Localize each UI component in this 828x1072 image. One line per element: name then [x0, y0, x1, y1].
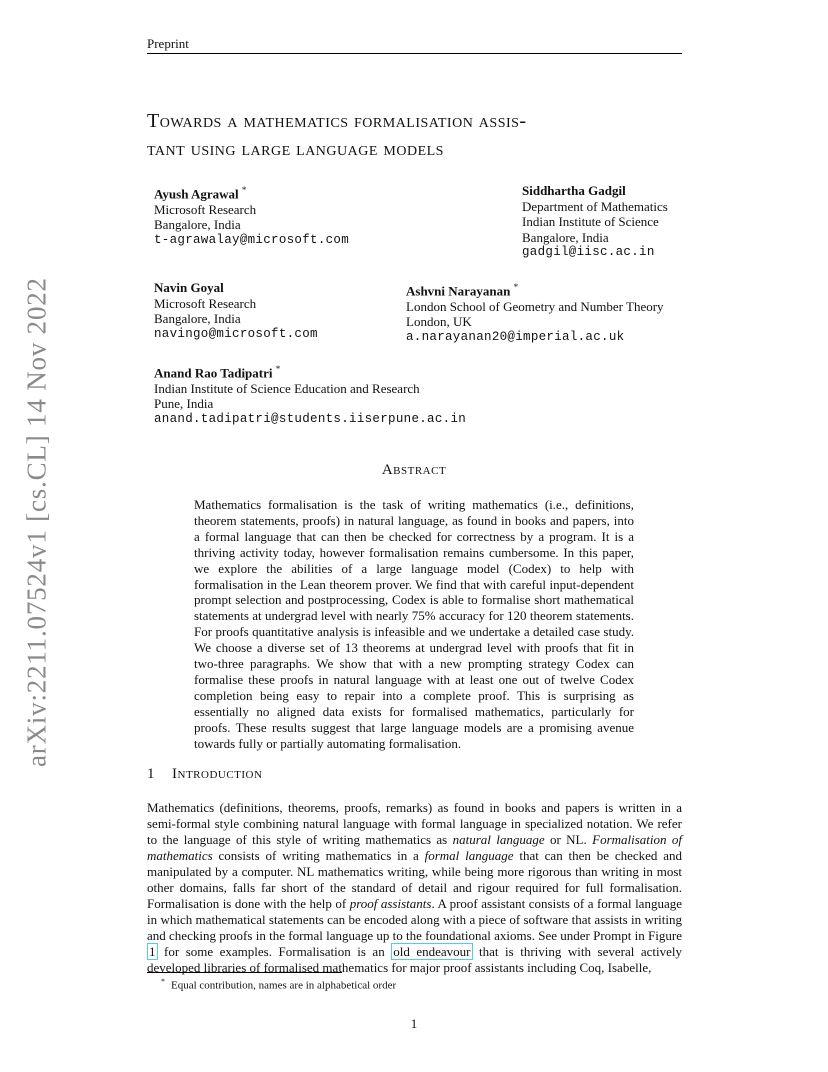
section-number: 1 [147, 766, 155, 782]
emphasis-formal-language: formal language [424, 848, 514, 863]
footnote-text: Equal contribution, names are in alphabetical order [171, 979, 397, 992]
author-name: Anand Rao Tadipatri * [154, 364, 281, 381]
author-name: Ashvni Narayanan * [406, 282, 519, 299]
emphasis-natural-language: natural language [452, 832, 545, 847]
author-location: Bangalore, India [154, 311, 241, 326]
intro-paragraph: Mathematics (definitions, theorems, proofs, remarks) as found in books and papers is written in a semi-formal style combining natural language with formal language in specialized notation. We refer to the language of this style of writing mathematics as natural language or NL. Formalisation of mathematics consists of writing mathematics in a formal language that can then be checked and manipulated by a computer. NL mathematics writing, while being more rigorous than writing in most other domains, falls far short of the standard of detail and rigour required for full formalisation. Formalisation is done with the help of proof assistants. A proof assistant consists of a formal language in which mathematical statements can be encoded along with a piece of software that assists in writing and checking proofs in the formal language up to the foundational axioms. See under Prompt in Figure 1 for some examples. Formalisation is an old endeavour that is thriving with several actively developed libraries of formalised mathematics for major proof assistants including Coq, Isabelle, [147, 800, 682, 975]
author-location: Bangalore, India [154, 217, 241, 233]
author-name: Navin Goyal [154, 280, 224, 295]
old-endeavour-link[interactable]: old endeavour [393, 944, 471, 959]
abstract-text: Mathematics formalisation is the task of writing mathematics (i.e., definitions, theorem statements, proofs) in natural language, as found in books and papers, into a formal language that can then be checked for correctness by a program. It is a thriving activity today, however formalisation remains cumbersome. In this paper, we explore the abilities of a large language model (Codex) to help with formalisation in the Lean theorem prover. We find that with careful input-dependent prompt selection and postprocessing, Codex is able to formalise short mathematical statements at undergrad level with nearly 75% accuracy for 120 theorem statements. For proofs quantitative analysis is infeasible and we undertake a detailed case study. We choose a diverse set of 13 theorems at undergrad level with proofs that fit in two-three paragraphs. We show that with a new prompting strategy Codex can formalise these proofs in natural language with at least one out of twelve Codex completion being easy to repair into a complete proof. This is surprising as essentially no aligned data exists for formalised mathematics, particularly for proofs. These results suggest that large language models are a promising avenue towards fully or partially automating formalisation. [194, 497, 634, 751]
author-email[interactable]: navingo@microsoft.com [154, 326, 318, 341]
author-name: Siddhartha Gadgil [522, 183, 626, 198]
author-block-agrawal [154, 183, 349, 248]
title-line-1: owards a mathematics formalisation assis- [159, 110, 527, 132]
emphasis-formalisation: Formalisation of mathematics [147, 832, 682, 863]
title-line-2: tant using large language models [147, 138, 444, 160]
author-name: Ayush Agrawal * [154, 185, 247, 202]
author-affiliation: Microsoft Research [154, 201, 257, 217]
author-block-goyal [154, 280, 318, 342]
page-number: 1 [410, 1016, 418, 1031]
author-email[interactable]: anand.tadipatri@students.iiserpune.ac.in [154, 411, 467, 426]
author-affiliation: London School of Geometry and Number Theory [406, 298, 664, 314]
section-heading [147, 766, 262, 783]
author-location: Bangalore, India [522, 229, 609, 245]
section-title: Introduction [172, 766, 263, 782]
author-department: Department of Mathematics [522, 198, 668, 214]
author-location: Pune, India [154, 396, 214, 412]
arxiv-identifier: arXiv:2211.07524v1 [cs.CL] 14 Nov 2022 [21, 277, 52, 767]
emphasis-proof-assistants: proof assistants [349, 896, 432, 911]
running-header: Preprint [147, 36, 189, 51]
author-email[interactable]: a.narayanan20@imperial.ac.uk [406, 329, 625, 344]
author-block-gadgil [522, 183, 668, 261]
footnote [161, 977, 396, 992]
author-affiliation: Indian Institute of Science Education and Research [154, 380, 420, 396]
author-block-tadipatri [154, 362, 466, 427]
author-affiliation: Indian Institute of Science [522, 214, 659, 229]
author-email[interactable]: gadgil@iisc.ac.in [522, 245, 655, 259]
abstract-heading: Abstract [381, 462, 447, 478]
author-affiliation: Microsoft Research [154, 295, 257, 311]
paper-title [147, 107, 687, 163]
author-location: London, UK [406, 314, 472, 330]
footnote-mark: * [161, 977, 165, 986]
header-rule [147, 53, 682, 54]
author-email[interactable]: t-agrawalay@microsoft.com [154, 232, 350, 247]
title-initial: T [147, 110, 160, 132]
figure-reference-link[interactable]: 1 [149, 944, 156, 959]
author-block-narayanan [406, 280, 664, 345]
footnote-rule [147, 972, 342, 973]
